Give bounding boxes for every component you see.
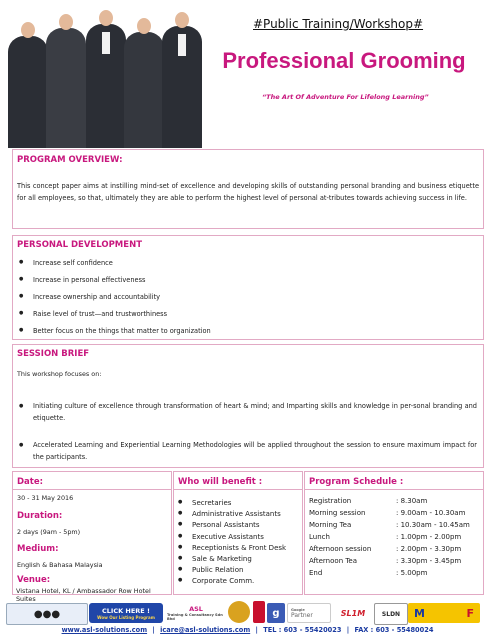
list-item: ● Personal Assistants bbox=[176, 521, 300, 532]
google-partner-text: Partner bbox=[291, 611, 313, 619]
benefit-box bbox=[173, 471, 303, 595]
website-link[interactable]: www.asl-solutions.com bbox=[61, 626, 148, 634]
list-item: ● Initiating culture of excellence through transformation of heart & mind; and Imparting skills and knowledge in per-sonal branding and etiquette. bbox=[17, 400, 477, 424]
schedule-label: Morning Tea bbox=[309, 521, 352, 529]
person-shirt bbox=[178, 34, 186, 56]
list-item: ● Raise level of trust—and trustworthiness bbox=[17, 310, 477, 327]
schedule-time: : 2.00pm - 3.30pm bbox=[396, 545, 462, 553]
divider bbox=[13, 489, 171, 490]
schedule-time: : 8.30am bbox=[396, 497, 428, 505]
asl-logo-text: ASL bbox=[189, 605, 203, 613]
asl-logo bbox=[167, 603, 225, 623]
schedule-row bbox=[309, 569, 481, 581]
divider bbox=[174, 489, 302, 490]
list-item: ● Increase in personal effectiveness bbox=[17, 276, 477, 293]
google-partner-small: Google bbox=[291, 607, 305, 612]
person-head bbox=[175, 12, 189, 28]
click-here-sub: Wow Our Listing Program bbox=[97, 614, 155, 620]
schedule-table bbox=[309, 497, 481, 581]
section-heading: PROGRAM OVERVIEW: bbox=[17, 155, 123, 165]
list-item: ● Better focus on the things that matter to organization bbox=[17, 327, 477, 344]
page-title: Professional Grooming bbox=[222, 48, 466, 73]
mascot-icon: ●●● bbox=[33, 608, 61, 620]
person-figure bbox=[124, 32, 164, 148]
click-here-label: CLICK HERE ! bbox=[102, 606, 150, 615]
venue-value: Vistana Hotel, KL / Ambassador Row Hotel Suites bbox=[16, 587, 151, 603]
list-item: ● Increase self confidence bbox=[17, 259, 477, 276]
date-value: 30 - 31 May 2016 bbox=[17, 494, 74, 502]
section-heading: PERSONAL DEVELOPMENT bbox=[17, 240, 142, 250]
details-box bbox=[12, 471, 172, 595]
schedule-time: : 9.00am - 10.30am bbox=[396, 509, 466, 517]
slim-logo: SL1M bbox=[334, 603, 372, 623]
medium-label: Medium: bbox=[17, 544, 59, 554]
benefit-list bbox=[176, 499, 300, 589]
contact-footer bbox=[0, 626, 495, 634]
list-item: ● Receptionists & Front Desk bbox=[176, 544, 300, 555]
venue-label: Venue: bbox=[17, 575, 51, 585]
session-brief-box bbox=[12, 344, 484, 468]
session-list bbox=[17, 400, 477, 463]
award-seal-icon bbox=[228, 601, 250, 623]
header-photo-business-team bbox=[0, 0, 205, 148]
list-item: ● Sale & Marketing bbox=[176, 555, 300, 566]
program-overview-box bbox=[12, 149, 484, 229]
schedule-row bbox=[309, 521, 481, 533]
person-figure bbox=[46, 28, 86, 148]
duration-value: 2 days (9am - 5pm) bbox=[17, 528, 81, 536]
person-head bbox=[137, 18, 151, 34]
schedule-time: : 10.30am - 10.45am bbox=[396, 521, 470, 529]
person-head bbox=[99, 10, 113, 26]
mf-logo bbox=[408, 603, 480, 623]
asl-logo-sub: Training & Consultancy Sdn Bhd bbox=[167, 613, 223, 621]
list-item: ● Accelerated Learning and Experiential Learning Methodologies will be applied throughout the session to ensure maximum impact for the participants. bbox=[17, 439, 477, 463]
person-head bbox=[21, 22, 35, 38]
mf-logo-m: M bbox=[414, 606, 425, 620]
telephone-text: TEL : 603 - 55420023 bbox=[263, 626, 342, 634]
email-link[interactable]: icare@asl-solutions.com bbox=[160, 626, 251, 634]
list-item: ● Secretaries bbox=[176, 499, 300, 510]
list-item: ● Public Relation bbox=[176, 566, 300, 577]
list-item: ● Executive Assistants bbox=[176, 533, 300, 544]
section-heading: SESSION BRIEF bbox=[17, 349, 90, 359]
schedule-row bbox=[309, 533, 481, 545]
development-list bbox=[17, 259, 477, 344]
separator: | bbox=[346, 626, 350, 634]
schedule-label: End bbox=[309, 569, 323, 577]
personal-development-box bbox=[12, 235, 484, 340]
mf-logo-f: F bbox=[466, 606, 474, 620]
schedule-time: : 3.30pm - 3.45pm bbox=[396, 557, 462, 565]
overview-text: This concept paper aims at instilling mind-set of excellence and developing skills of outstanding personal branding and business etiquette for all employees, so that, ultimately they are able to perform the highest level of personal at-tributes towards achieving success in life. bbox=[17, 182, 479, 202]
date-label: Date: bbox=[17, 477, 44, 487]
divider bbox=[305, 489, 483, 490]
schedule-label: Lunch bbox=[309, 533, 330, 541]
person-figure bbox=[8, 36, 48, 148]
schedule-label: Registration bbox=[309, 497, 352, 505]
person-head bbox=[59, 14, 73, 30]
section-heading: Program Schedule : bbox=[309, 477, 404, 487]
fax-text: FAX : 603 - 55480024 bbox=[354, 626, 434, 634]
separator: | bbox=[255, 626, 258, 634]
program-tagline: #Public Training/Workshop# bbox=[253, 17, 424, 31]
section-heading: Who will benefit : bbox=[178, 477, 263, 487]
schedule-row bbox=[309, 545, 481, 557]
medium-value: English & Bahasa Malaysia bbox=[17, 561, 103, 569]
list-item: ● Corporate Comm. bbox=[176, 577, 300, 588]
google-partner-logo bbox=[287, 603, 331, 623]
schedule-row bbox=[309, 557, 481, 569]
google-plus-icon: g bbox=[267, 603, 285, 623]
duration-label: Duration: bbox=[17, 511, 63, 521]
schedule-label: Afternoon session bbox=[309, 545, 372, 553]
schedule-time: : 1.00pm - 2.00pm bbox=[396, 533, 462, 541]
session-intro: This workshop focuses on: bbox=[17, 370, 102, 378]
schedule-label: Afternoon Tea bbox=[309, 557, 358, 565]
sldn-logo: SLDN bbox=[374, 603, 408, 625]
schedule-box bbox=[304, 471, 484, 595]
list-item: ● Increase ownership and accountability bbox=[17, 293, 477, 310]
schedule-row bbox=[309, 509, 481, 521]
list-item: ● Administrative Assistants bbox=[176, 510, 300, 521]
mascots-logo bbox=[6, 603, 88, 625]
page-subtitle: “The Art Of Adventure For Lifelong Learning” bbox=[262, 93, 429, 101]
schedule-label: Morning session bbox=[309, 509, 366, 517]
click-here-button[interactable] bbox=[89, 603, 163, 623]
schedule-time: : 5.00pm bbox=[396, 569, 428, 577]
separator: | bbox=[152, 626, 155, 634]
schedule-row bbox=[309, 497, 481, 509]
person-shirt bbox=[102, 32, 110, 54]
flag-icon bbox=[253, 601, 265, 623]
